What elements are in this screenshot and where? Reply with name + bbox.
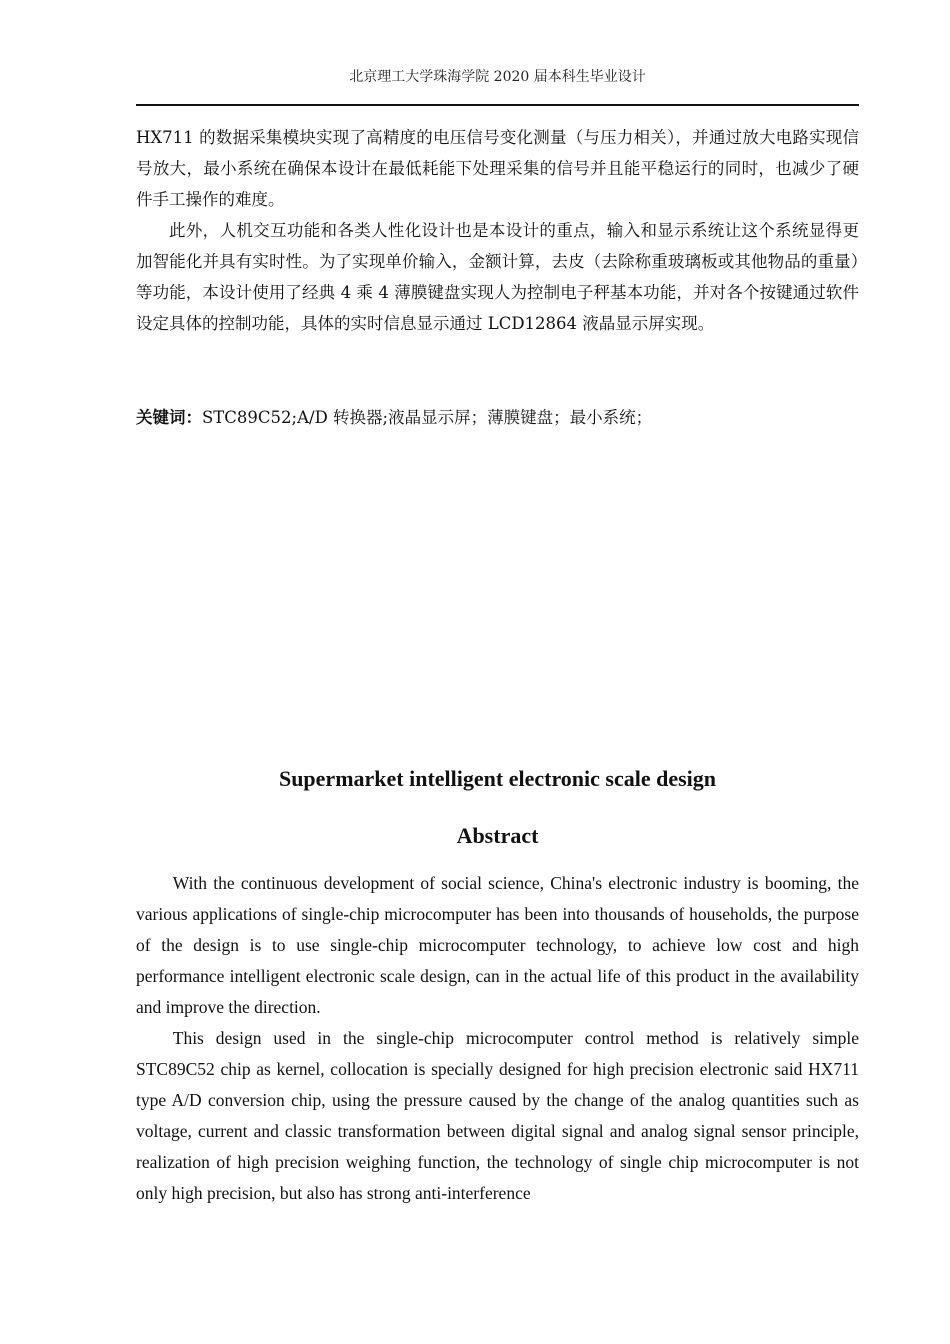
english-title: Supermarket intelligent electronic scale design (278, 766, 717, 791)
cn-paragraph-continued: HX711 的数据采集模块实现了高精度的电压信号变化测量（与压力相关），并通过放大电路实现信号放大，最小系统在确保本设计在最低耗能下处理采集的信号并且能平稳运行的同时，也减少了硬件手工操作的难度。 (136, 128, 859, 209)
abstract-heading: Abstract (456, 823, 539, 848)
running-header: 北京理工大学珠海学院 2020 届本科生毕业设计 (349, 69, 646, 85)
en-paragraph-design: This design used in the single-chip microcomputer control method is relatively simple STC89C52 chip as kernel, collocation is specially designed for high precision electronic said HX711 type A/D conversion chip, using the pressure caused by the change of the analog quantities such as voltage, current and classic transformation between digital signal and analog signal sensor principle, realization of high precision weighing function, the technology of single chip microcomputer is not only high precision, but also has strong anti-interference (136, 1028, 859, 1203)
en-paragraph-intro: With the continuous development of social science, China's electronic industry is booming, the various applications of single-chip microcomputer has been into thousands of households, the purpose of the design is to use single-chip microcomputer technology, to achieve low cost and high performance intelligent electronic scale design, can in the actual life of this product in the availability and improve the direction. (136, 873, 859, 1017)
cn-paragraph-interaction: 此外，人机交互功能和各类人性化设计也是本设计的重点，输入和显示系统让这个系统显得更加智能化并具有实时性。为了实现单价输入，金额计算，去皮（去除称重玻璃板或其他物品的重量）等功能，本设计使用了经典 4 乘 4 薄膜键盘实现人为控制电子秤基本功能，并对各个按键通过软件设定具体的控制功能，具体的实时信息显示通过 LCD12864 液晶显示屏实现。 (136, 221, 859, 333)
header-rule (136, 104, 859, 106)
cn-keywords (136, 402, 859, 433)
keywords-text: STC89C52;A/D 转换器;液晶显示屏；薄膜键盘；最小系统； (202, 408, 653, 427)
keywords-label: 关键词： (136, 408, 202, 427)
